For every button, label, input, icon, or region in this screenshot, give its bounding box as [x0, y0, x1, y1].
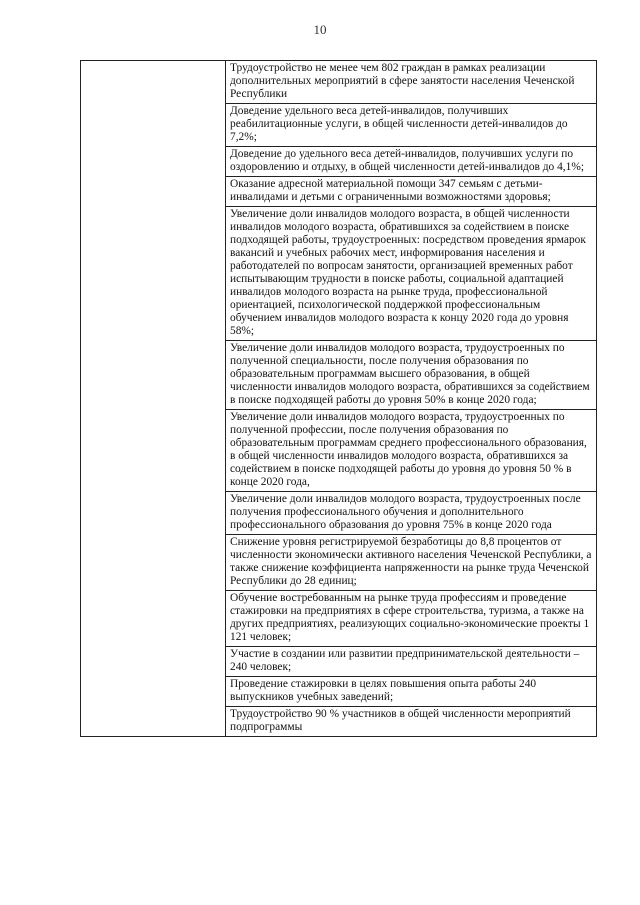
results-table: [80, 60, 597, 737]
table-cell: Трудоустройство не менее чем 802 граждан в рамках реализации дополнительных мероприятий в сфере занятости населения Чеченской Республики: [226, 61, 597, 104]
table-cell: Проведение стажировки в целях повышения опыта работы 240 выпускников учебных заведений;: [226, 677, 597, 707]
table-cell: Снижение уровня регистрируемой безработицы до 8,8 процентов от численности экономически активного населения Чеченской Республики, а также снижение коэффициента напряженности на рынке труда Чеченской Республики до 28 единиц;: [226, 535, 597, 591]
table-cell: Доведение до удельного веса детей-инвалидов, получивших услуги по оздоровлению и отдыху, в общей численности детей-инвалидов до 4,1%;: [226, 147, 597, 177]
table-cell: Увеличение доли инвалидов молодого возраста, в общей численности инвалидов молодого возраста, обратившихся за содействием в поиске подходящей работы, трудоустроенных: посредством проведения ярмарок вакансий и учебных рабочих мест, информирования населения и работодателей по вопросам занятости, организацией временных работ испытывающим трудности в поиске работы, социальной адаптацией инвалидов молодого возраста на рынке труда, профессиональной ориентацией, психологической поддержкой профессиональным обучением инвалидов молодого возраста к концу 2020 года до уровня 58%;: [226, 207, 597, 341]
table-cell: Участие в создании или развитии предпринимательской деятельности – 240 человек;: [226, 647, 597, 677]
table-cell: Увеличение доли инвалидов молодого возраста, трудоустроенных по полученной профессии, после получения образования по образовательным программам среднего профессионального образования, в общей численности инвалидов молодого возраста, обратившихся за содействием в поиске подходящей работы до уровня до уровня 50 % в конце 2020 года,: [226, 410, 597, 492]
table-row: [81, 61, 597, 104]
table-cell: Увеличение доли инвалидов молодого возраста, трудоустроенных после получения профессионального обучения и дополнительного профессионального образования до уровня 75% в конце 2020 года: [226, 492, 597, 535]
table-cell: Оказание адресной материальной помощи 347 семьям с детьми-инвалидами и детьми с ограниченными возможностями здоровья;: [226, 177, 597, 207]
page-number: 10: [313, 22, 327, 37]
left-column-cell: [81, 61, 226, 737]
table-cell: Доведение удельного веса детей-инвалидов, получивших реабилитационные услуги, в общей численности детей-инвалидов до 7,2%;: [226, 104, 597, 147]
table-cell: Увеличение доли инвалидов молодого возраста, трудоустроенных по полученной специальности, после получения образования по образовательным программам высшего образования, в общей численности инвалидов молодого возраста, обратившихся за содействием в поиске подходящей работы до уровня 50% в конце 2020 года;: [226, 341, 597, 410]
table-cell: Трудоустройство 90 % участников в общей численности мероприятий подпрограммы: [226, 707, 597, 737]
table-cell: Обучение востребованным на рынке труда профессиям и проведение стажировки на предприятиях в сфере строительства, туризма, а также на других предприятиях, реализующих социально-экономические проекты 1 121 человек;: [226, 591, 597, 647]
